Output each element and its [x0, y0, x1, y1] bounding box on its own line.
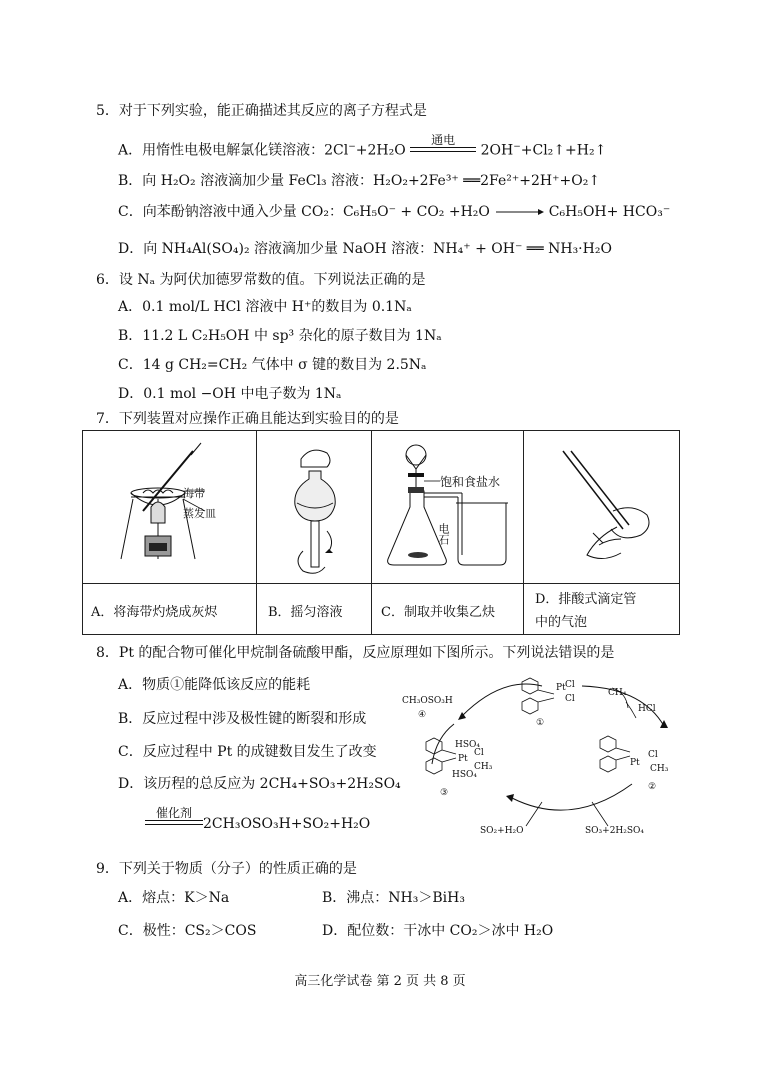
fig-n1: ① — [536, 718, 545, 728]
fig-pt1: Pt — [556, 683, 566, 693]
q5-a-minus2: − — [513, 142, 521, 152]
q5-option-c — [118, 203, 670, 221]
label-haidai: 海带 — [183, 487, 205, 500]
q5-c-right: C₆H₅OH+ HCO₃⁻ — [548, 204, 671, 220]
q9-option-b: B．沸点：NH₃＞BiH₃ — [322, 890, 465, 906]
q5-option-b: B．向 H₂O₂ 溶液滴加少量 FeCl₃ 溶液：H₂O₂+2Fe³⁺ ══2Fe²⁺+2H⁺+O₂↑ — [118, 173, 601, 189]
q8-option-d: D．该历程的总反应为 2CH₄+SO₃+2H₂SO₄ — [118, 776, 401, 792]
q6-stem: 6．设 Nₐ 为阿伏加德罗常数的值。下列说法正确的是 — [96, 272, 426, 288]
q5-option-a — [118, 132, 607, 160]
label-dianshi: 电石 — [437, 523, 450, 545]
q8-d-condition: 催化剂 — [155, 806, 192, 820]
fig-pt2: Pt — [458, 754, 468, 764]
q9-option-c: C．极性：CS₂＞COS — [118, 923, 257, 939]
fig-hso4-b: HSO₄ — [452, 770, 478, 780]
fig-so3-h2so4: SO₃+2H₂SO₄ — [585, 826, 645, 836]
fig-cl2: Cl — [474, 748, 484, 758]
q5-a-prefix: A．用惰性电极电解氯化镁溶液：2Cl — [118, 142, 349, 159]
q5-a-tail2: +Cl₂↑+H₂↑ — [520, 142, 607, 159]
q8-d-equals-bar — [145, 806, 203, 832]
q5-a-mid: +2H₂O — [355, 142, 406, 159]
q9-stem: 9．下列关于物质（分子）的性质正确的是 — [96, 861, 357, 877]
q7-option-d-line2: 中的气泡 — [535, 615, 588, 630]
fig-cl1a: Cl — [565, 680, 575, 690]
q8-d-tail: 2CH₃OSO₃H+SO₂+H₂O — [203, 816, 371, 832]
q8-option-a: A．物质①能降低该反应的能耗 — [118, 677, 311, 693]
page-footer: 高三化学试卷 第 2 页 共 8 页 — [294, 974, 466, 989]
fig-n4: ④ — [418, 710, 427, 720]
flask-shaking-figure — [283, 441, 353, 581]
fig-ch3-2: CH₃ — [474, 762, 493, 772]
fig-cl3: Cl — [648, 750, 658, 760]
q8-option-b: B．反应过程中涉及极性键的断裂和形成 — [118, 711, 367, 727]
q7-option-b: B．摇匀溶液 — [268, 605, 343, 620]
q5-option-d: D．向 NH₄Al(SO₄)₂ 溶液滴加少量 NaOH 溶液：NH₄⁺ + OH⁻ ══ NH₃·H₂O — [118, 241, 612, 257]
fig-ch3oso3h: CH₃OSO₃H — [402, 696, 453, 706]
q6-option-d: D．0.1 mol −OH 中电子数为 1Nₐ — [118, 386, 342, 402]
q5-a-tail: 2OH — [480, 142, 514, 159]
q9-option-d: D．配位数：干冰中 CO₂＞冰中 H₂O — [322, 923, 554, 939]
fig-n2: ② — [648, 782, 657, 792]
fig-cl1b: Cl — [565, 694, 575, 704]
q9-option-a: A．熔点：K＞Na — [118, 890, 230, 906]
q8-option-d-cont — [145, 806, 371, 833]
q7-option-a: A．将海带灼烧成灰烬 — [91, 605, 218, 620]
q8-option-c: C．反应过程中 Pt 的成键数目发生了改变 — [118, 744, 377, 760]
fig-n3: ③ — [440, 788, 449, 798]
q8-stem: 8．Pt 的配合物可催化甲烷制备硫酸甲酯，反应原理如下图所示。下列说法错误的是 — [96, 645, 615, 661]
q5-a-equals-bar — [410, 132, 476, 159]
arrow-icon — [494, 207, 544, 217]
fig-pt3: Pt — [630, 758, 640, 768]
q7-stem: 7．下列装置对应操作正确且能达到实验目的的是 — [96, 411, 399, 427]
q5-a-minus: − — [348, 142, 356, 152]
fig-ch4: CH₄ — [608, 688, 627, 698]
fig-so2-h2o: SO₂+H₂O — [480, 826, 524, 836]
q5-c-left: C．向苯酚钠溶液中通入少量 CO₂：C₆H₅O⁻ + CO₂ +H₂O — [118, 204, 490, 220]
label-zhengfamin: 蒸发皿 — [183, 507, 216, 520]
q7-option-c: C．制取并收集乙炔 — [381, 605, 495, 620]
burette-figure — [543, 441, 663, 581]
fig-ch3-3: CH₃ — [650, 764, 669, 774]
q5-a-condition: 通电 — [431, 132, 456, 147]
fig-hso4-a: HSO₄ — [455, 740, 481, 750]
label-saltwater: 饱和食盐水 — [440, 475, 501, 489]
acetylene-apparatus-figure — [378, 439, 518, 579]
q6-option-c: C．14 g CH₂=CH₂ 气体中 σ 键的数目为 2.5Nₐ — [118, 357, 427, 373]
q6-option-b: B．11.2 L C₂H₅OH 中 sp³ 杂化的原子数目为 1Nₐ — [118, 328, 442, 344]
q7-option-d-line1: D．排酸式滴定管 — [535, 592, 637, 607]
fig-hcl: HCl — [638, 704, 656, 714]
q5-stem: 5．对于下列实验，能正确描述其反应的离子方程式是 — [96, 103, 427, 119]
q7-apparatus-table — [82, 430, 680, 635]
q6-option-a: A．0.1 mol/L HCl 溶液中 H⁺的数目为 0.1Nₐ — [118, 299, 412, 315]
